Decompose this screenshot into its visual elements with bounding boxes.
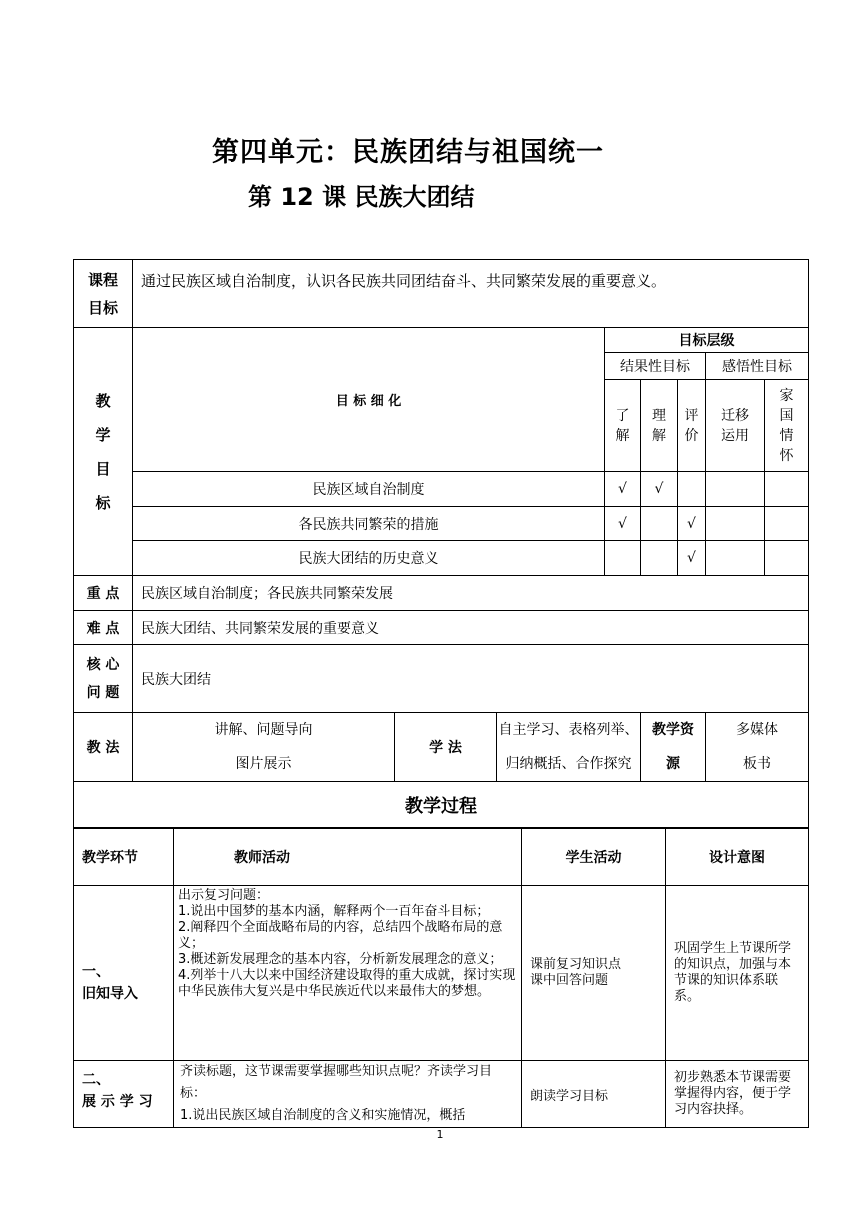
- process-table: [73, 827, 809, 1128]
- check-cell: [765, 472, 809, 507]
- check-cell: [641, 507, 678, 541]
- design-intent: 初步熟悉本节课需要掌握得内容，便于学习内容抉择。: [666, 1061, 809, 1128]
- core-question-row: [74, 645, 809, 713]
- teacher-activity: 齐读标题，这节课需要掌握哪些知识点呢？齐读学习目标： 1.说出民族区域自治制度的含义和实施情况，概括: [174, 1061, 522, 1128]
- process-row: [74, 886, 809, 1061]
- result-goal-header: 结果性目标: [605, 353, 706, 380]
- check-cell: [765, 541, 809, 576]
- student-activity: 朗读学习目标: [522, 1061, 666, 1128]
- methods-row: [74, 713, 809, 782]
- design-intent: 巩固学生上节课所学的知识点，加强与本节课的知识体系联系。: [666, 886, 809, 1061]
- resource-label: 教学资 源: [641, 713, 706, 782]
- teacher-activity: 出示复习问题： 1.说出中国梦的基本内涵，解释两个一百年奋斗目标； 2.阐释四个全面战略布局的内容，总结四个战略布局的意义； 3.概述新发展理念的基本内容，分析新发展理念的意义； 4.列举十八大以来中国经济建设取得的重大成就，探讨实现中华民族伟大复兴是中华民族近代以来最伟大的梦想。: [174, 886, 522, 1061]
- process-title-row: [74, 782, 809, 829]
- learn-method-label: 学 法: [395, 713, 497, 782]
- teach-method-text: 讲解、问题导向 图片展示: [133, 713, 395, 782]
- header-teacher: 教师活动: [174, 828, 522, 886]
- sub-header-transfer: 迁移 运用: [706, 380, 765, 472]
- check-cell: √: [678, 541, 706, 576]
- goal-item: 各民族共同繁荣的措施: [133, 507, 605, 541]
- check-cell: √: [605, 507, 641, 541]
- check-cell: [605, 541, 641, 576]
- teach-method-label: 教 法: [74, 713, 133, 782]
- course-goal-label: 课程 目标: [74, 260, 133, 328]
- header-stage: 教学环节: [74, 828, 174, 886]
- process-header-row: [74, 828, 809, 886]
- process-row: [74, 1061, 809, 1128]
- teaching-goal-label: 教 学 目 标: [74, 328, 133, 576]
- course-goal-text: 通过民族区域自治制度，认识各民族共同团结奋斗、共同繁荣发展的重要意义。: [133, 260, 809, 328]
- sub-header-evaluate: 评 价: [678, 380, 706, 472]
- core-question-text: 民族大团结: [133, 645, 809, 713]
- sub-header-understand: 了 解: [605, 380, 641, 472]
- header-intent: 设计意图: [666, 828, 809, 886]
- goal-detail-header: 目 标 细 化: [133, 328, 605, 472]
- lesson-plan-table: [73, 259, 809, 829]
- check-cell: √: [641, 472, 678, 507]
- goal-row: [74, 507, 809, 541]
- resource-text: 多媒体 板书: [706, 713, 809, 782]
- student-activity: 课前复习知识点 课中回答问题: [522, 886, 666, 1061]
- learn-method-text: 自主学习、表格列举、 归纳概括、合作探究: [497, 713, 641, 782]
- header-student: 学生活动: [522, 828, 666, 886]
- check-cell: √: [678, 507, 706, 541]
- difficulty-row: [74, 611, 809, 645]
- unit-title: 第四单元：民族团结与祖国统一: [212, 137, 604, 168]
- goal-row: [74, 472, 809, 507]
- difficulty-text: 民族大团结、共同繁荣发展的重要意义: [133, 611, 809, 645]
- difficulty-label: 难 点: [74, 611, 133, 645]
- core-question-label: 核 心 问 题: [74, 645, 133, 713]
- process-title: 教学过程: [74, 782, 809, 829]
- key-point-text: 民族区域自治制度；各民族共同繁荣发展: [133, 576, 809, 611]
- key-point-row: [74, 576, 809, 611]
- key-point-label: 重 点: [74, 576, 133, 611]
- feeling-goal-header: 感悟性目标: [706, 353, 809, 380]
- stage-cell: 二、 展 示 学 习: [74, 1061, 174, 1128]
- goal-level-header: 目标层级: [605, 328, 809, 353]
- goal-item: 民族区域自治制度: [133, 472, 605, 507]
- check-cell: [706, 507, 765, 541]
- check-cell: √: [605, 472, 641, 507]
- page-number: 1: [436, 1128, 444, 1141]
- sub-header-comprehend: 理 解: [641, 380, 678, 472]
- check-cell: [706, 472, 765, 507]
- stage-cell: 一、 旧知导入: [74, 886, 174, 1061]
- sub-header-patriotism: 家 国 情 怀: [765, 380, 809, 472]
- goal-item: 民族大团结的历史意义: [133, 541, 605, 576]
- check-cell: [706, 541, 765, 576]
- course-goal-row: [74, 260, 809, 328]
- lesson-title: 第 12 课 民族大团结: [248, 183, 475, 211]
- check-cell: [765, 507, 809, 541]
- goal-row: [74, 541, 809, 576]
- check-cell: [641, 541, 678, 576]
- check-cell: [678, 472, 706, 507]
